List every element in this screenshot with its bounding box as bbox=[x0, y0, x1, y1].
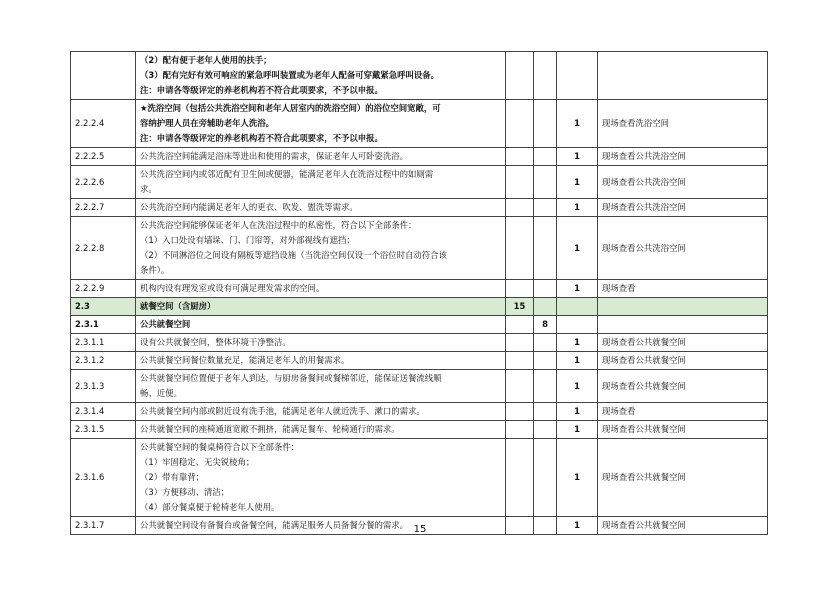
evaluation-method: 现场查看 bbox=[598, 280, 768, 298]
score-level-3: 1 bbox=[557, 166, 598, 199]
score-level-1 bbox=[506, 100, 534, 148]
content-line: 注：申请各等级评定的养老机构若不符合此项要求，不予以申报。 bbox=[140, 133, 383, 143]
table-row bbox=[71, 352, 768, 370]
item-content bbox=[136, 280, 506, 298]
content-line: 公共就餐空间餐位数量充足，能满足老年人的用餐需求。 bbox=[140, 355, 350, 365]
content-line: 公共洗浴空间内或邻近配有卫生间或便器，能满足老年人在洗浴过程中的如厕需 bbox=[140, 169, 434, 179]
score-level-1 bbox=[506, 439, 534, 517]
content-line: 机构内设有理发室或设有可满足理发需求的空间。 bbox=[140, 283, 325, 293]
item-code: 2.2.2.4 bbox=[71, 100, 136, 148]
evaluation-method: 现场查看公共洗浴空间 bbox=[598, 148, 768, 166]
item-code: 2.3.1.4 bbox=[71, 403, 136, 421]
score-level-1 bbox=[506, 403, 534, 421]
item-content bbox=[136, 199, 506, 217]
score-level-3: 1 bbox=[557, 403, 598, 421]
item-content bbox=[136, 100, 506, 148]
content-line: ★洗浴空间（包括公共洗浴空间和老年人居室内的洗浴空间）的浴位空间宽敞，可 bbox=[140, 103, 441, 113]
content-line: 公共洗浴空间能够保证老年人在洗浴过程中的私密性，符合以下全部条件： bbox=[140, 220, 417, 230]
item-content bbox=[136, 370, 506, 403]
item-code: 2.3.1.1 bbox=[71, 334, 136, 352]
score-level-3: 1 bbox=[557, 334, 598, 352]
evaluation-method: 现场查看公共就餐空间 bbox=[598, 370, 768, 403]
table-row bbox=[71, 334, 768, 352]
content-line: （3）配有完好有效可响应的紧急呼叫装置或为老年人配备可穿戴紧急呼叫设备。 bbox=[140, 70, 439, 80]
table-row bbox=[71, 148, 768, 166]
table-row bbox=[71, 370, 768, 403]
item-content bbox=[136, 217, 506, 280]
item-content bbox=[136, 439, 506, 517]
score-level-3: 1 bbox=[557, 517, 598, 535]
score-level-3 bbox=[557, 52, 598, 100]
item-code: 2.2.2.6 bbox=[71, 166, 136, 199]
score-level-2 bbox=[534, 217, 557, 280]
score-level-1 bbox=[506, 352, 534, 370]
item-code: 2.3.1.2 bbox=[71, 352, 136, 370]
score-level-2 bbox=[534, 298, 557, 316]
content-line: （3）方便移动、清洁； bbox=[140, 487, 230, 497]
evaluation-method: 现场查看洗浴空间 bbox=[598, 100, 768, 148]
content-line: 注：申请各等级评定的养老机构若不符合此项要求，不予以申报。 bbox=[140, 85, 383, 95]
score-level-1 bbox=[506, 370, 534, 403]
item-code: 2.3.1 bbox=[71, 316, 136, 334]
score-level-3 bbox=[557, 316, 598, 334]
item-content bbox=[136, 148, 506, 166]
content-line: 求。 bbox=[140, 184, 157, 194]
score-level-1 bbox=[506, 199, 534, 217]
content-line: 公共就餐空间的餐桌椅符合以下全部条件： bbox=[140, 442, 300, 452]
score-level-2 bbox=[534, 166, 557, 199]
score-level-1 bbox=[506, 421, 534, 439]
score-level-1 bbox=[506, 280, 534, 298]
table-row bbox=[71, 100, 768, 148]
item-content bbox=[136, 166, 506, 199]
item-content bbox=[136, 352, 506, 370]
score-level-3: 1 bbox=[557, 439, 598, 517]
score-level-2 bbox=[534, 199, 557, 217]
item-code: 2.3 bbox=[71, 298, 136, 316]
item-code: 2.3.1.7 bbox=[71, 517, 136, 535]
score-level-3: 1 bbox=[557, 148, 598, 166]
item-code: 2.2.2.9 bbox=[71, 280, 136, 298]
item-code: 2.3.1.5 bbox=[71, 421, 136, 439]
evaluation-method bbox=[598, 316, 768, 334]
item-content bbox=[136, 52, 506, 100]
score-level-1 bbox=[506, 217, 534, 280]
score-level-2 bbox=[534, 403, 557, 421]
item-code bbox=[71, 52, 136, 100]
item-content bbox=[136, 334, 506, 352]
content-line: （2）不同淋浴位之间设有隔板等遮挡设施（当洗浴空间仅设一个浴位时自动符合该 bbox=[140, 250, 447, 260]
item-code: 2.2.2.5 bbox=[71, 148, 136, 166]
table-row bbox=[71, 421, 768, 439]
content-line: 畅、近便。 bbox=[140, 388, 182, 398]
item-content bbox=[136, 421, 506, 439]
content-line: 公共就餐空间的座椅通道宽敞不拥挤，能满足餐车、轮椅通行的需求。 bbox=[140, 424, 400, 434]
score-level-2 bbox=[534, 334, 557, 352]
score-level-3: 1 bbox=[557, 421, 598, 439]
section-row bbox=[71, 298, 768, 316]
score-level-3: 1 bbox=[557, 199, 598, 217]
score-level-3: 1 bbox=[557, 280, 598, 298]
evaluation-method bbox=[598, 298, 768, 316]
content-line: 公共就餐空间位置便于老年人到达，与厨房备餐间或餐梯邻近，能保证送餐流线顺 bbox=[140, 373, 442, 383]
content-line: 设有公共就餐空间，整体环境干净整洁。 bbox=[140, 337, 291, 347]
item-code: 2.3.1.3 bbox=[71, 370, 136, 403]
score-level-1 bbox=[506, 334, 534, 352]
content-line: （4）部分餐桌便于轮椅老年人使用。 bbox=[140, 502, 280, 512]
score-level-2: 8 bbox=[534, 316, 557, 334]
score-level-2 bbox=[534, 52, 557, 100]
table-row bbox=[71, 439, 768, 517]
table-row bbox=[71, 217, 768, 280]
evaluation-method: 现场查看公共洗浴空间 bbox=[598, 166, 768, 199]
evaluation-method bbox=[598, 52, 768, 100]
score-level-3 bbox=[557, 298, 598, 316]
evaluation-method: 现场查看公共就餐空间 bbox=[598, 334, 768, 352]
evaluation-method: 现场查看公共就餐空间 bbox=[598, 517, 768, 535]
content-line: 公共就餐空间设有备餐台或备餐空间，能满足服务人员备餐分餐的需求。 bbox=[140, 520, 408, 530]
evaluation-method: 现场查看公共洗浴空间 bbox=[598, 217, 768, 280]
score-level-1 bbox=[506, 166, 534, 199]
item-content bbox=[136, 298, 506, 316]
item-code: 2.2.2.7 bbox=[71, 199, 136, 217]
evaluation-table bbox=[70, 51, 768, 535]
content-line: 条件）。 bbox=[140, 265, 170, 275]
table-row bbox=[71, 403, 768, 421]
item-content bbox=[136, 316, 506, 334]
content-line: （1）牢固稳定、无尖锐棱角； bbox=[140, 457, 255, 467]
table-row bbox=[71, 280, 768, 298]
score-level-2 bbox=[534, 280, 557, 298]
evaluation-method: 现场查看公共就餐空间 bbox=[598, 352, 768, 370]
score-level-3: 1 bbox=[557, 370, 598, 403]
score-level-2 bbox=[534, 421, 557, 439]
evaluation-method: 现场查看公共就餐空间 bbox=[598, 421, 768, 439]
score-level-1 bbox=[506, 316, 534, 334]
score-level-3: 1 bbox=[557, 217, 598, 280]
evaluation-method: 现场查看 bbox=[598, 403, 768, 421]
item-code: 2.3.1.6 bbox=[71, 439, 136, 517]
score-level-1 bbox=[506, 148, 534, 166]
score-level-2 bbox=[534, 370, 557, 403]
content-line: 公共洗浴空间内能满足老年人的更衣、吹发、盥洗等需求。 bbox=[140, 202, 358, 212]
score-level-2 bbox=[534, 352, 557, 370]
content-line: 就餐空间（含厨房） bbox=[140, 301, 216, 311]
score-level-1 bbox=[506, 52, 534, 100]
item-code: 2.2.2.8 bbox=[71, 217, 136, 280]
page-number: 15 bbox=[413, 524, 427, 535]
subsection-row bbox=[71, 316, 768, 334]
content-line: （2）带有靠背； bbox=[140, 472, 204, 482]
score-level-1: 15 bbox=[506, 298, 534, 316]
score-level-2 bbox=[534, 148, 557, 166]
table-row bbox=[71, 52, 768, 100]
score-level-2 bbox=[534, 439, 557, 517]
evaluation-method: 现场查看公共就餐空间 bbox=[598, 439, 768, 517]
table-row bbox=[71, 166, 768, 199]
item-content bbox=[136, 403, 506, 421]
content-line: 容纳护理人员在旁辅助老年人洗浴。 bbox=[140, 118, 274, 128]
content-line: 公共就餐空间内部或附近设有洗手池，能满足老年人就近洗手、漱口的需求。 bbox=[140, 406, 425, 416]
evaluation-method: 现场查看公共洗浴空间 bbox=[598, 199, 768, 217]
score-level-3: 1 bbox=[557, 100, 598, 148]
score-level-2 bbox=[534, 100, 557, 148]
content-line: （2）配有便于老年人使用的扶手； bbox=[140, 55, 272, 65]
table-row bbox=[71, 199, 768, 217]
content-line: （1）入口处设有墙垛、门、门帘等，对外部视线有遮挡； bbox=[140, 235, 355, 245]
score-level-3: 1 bbox=[557, 352, 598, 370]
content-line: 公共洗浴空间能满足浴床等进出和使用的需求，保证老年人可卧姿洗浴。 bbox=[140, 151, 408, 161]
content-line: 公共就餐空间 bbox=[140, 319, 191, 329]
